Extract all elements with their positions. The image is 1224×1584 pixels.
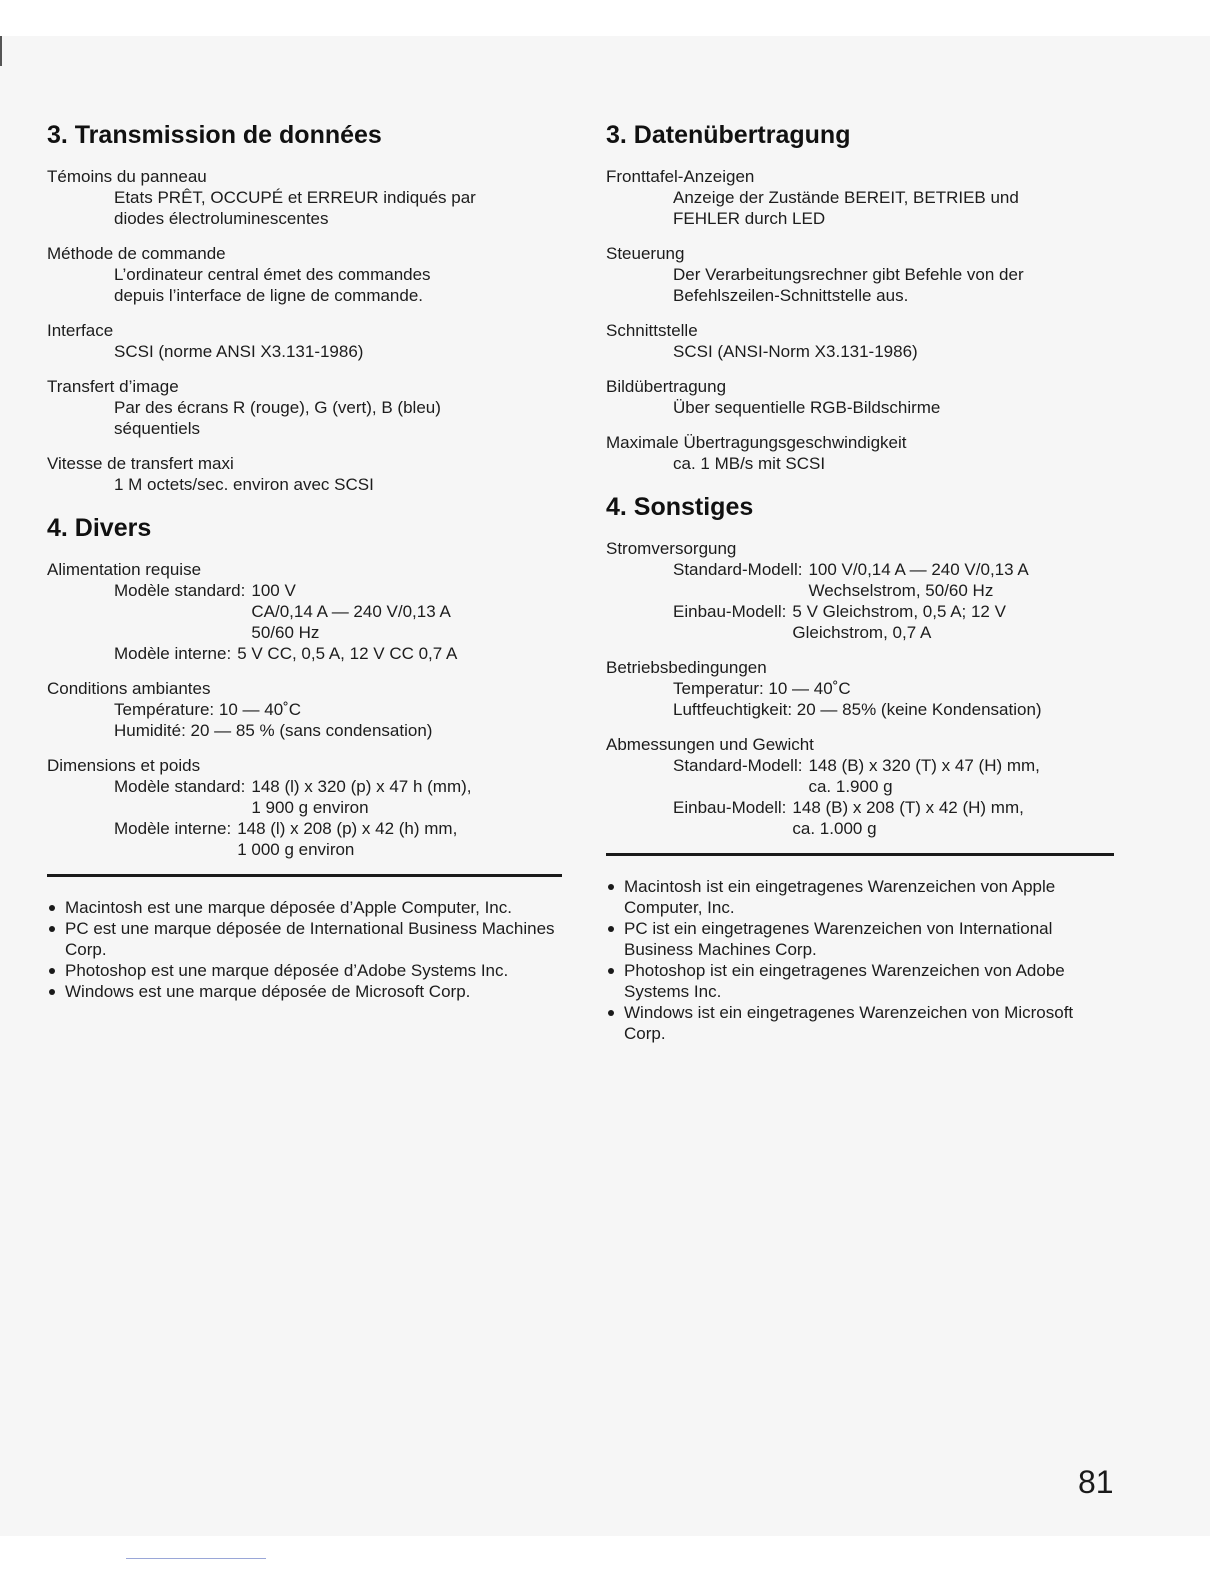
spec-row	[47, 580, 562, 643]
spec-line: 148 (B) x 208 (T) x 42 (H) mm,	[792, 798, 1024, 817]
entry-label: Conditions ambiantes	[47, 679, 211, 698]
spec-key: Modèle standard:	[114, 581, 246, 600]
french-column	[47, 120, 562, 1002]
de-entry-control	[606, 243, 1118, 306]
fr-entry-panel	[47, 166, 562, 229]
entry-value: Der Verarbeitungsrechner gibt Befehle von der	[673, 265, 1024, 284]
entry-value: Température: 10 — 40˚C	[114, 700, 302, 719]
spec-key: Standard-Modell:	[673, 560, 803, 579]
entry-label: Témoins du panneau	[47, 167, 207, 186]
de-entry-conditions	[606, 657, 1118, 720]
entry-label: Steuerung	[606, 244, 685, 263]
de-section4-title: 4. Sonstiges	[606, 493, 754, 521]
page-number: 81	[1078, 1464, 1114, 1500]
spec-row	[606, 797, 1118, 839]
spec-key: Modèle interne:	[114, 819, 232, 838]
fr-trademark-notes	[47, 897, 562, 1002]
spec-line: Wechselstrom, 50/60 Hz	[808, 581, 994, 600]
spec-key: Modèle interne:	[114, 644, 232, 663]
fr-entry-interface	[47, 320, 562, 362]
fr-section4-title: 4. Divers	[47, 514, 152, 542]
entry-value: séquentiels	[114, 419, 201, 438]
fr-entry-power	[47, 559, 562, 664]
de-entry-dimensions	[606, 734, 1118, 839]
spec-line: 5 V Gleichstrom, 0,5 A; 12 V	[792, 602, 1006, 621]
entry-value: Über sequentielle RGB-Bildschirme	[673, 398, 941, 417]
spec-value	[808, 755, 1118, 797]
entry-label: Bildübertragung	[606, 377, 727, 396]
entry-label: Stromversorgung	[606, 539, 737, 558]
entry-value: depuis l’interface de ligne de commande.	[114, 286, 424, 305]
fr-entry-speed	[47, 453, 562, 495]
spec-value	[251, 776, 562, 818]
spec-key: Standard-Modell:	[673, 756, 803, 775]
spec-line: CA/0,14 A — 240 V/0,13 A	[251, 602, 451, 621]
list-item: Macintosh ist ein eingetragenes Warenzeichen von Apple Computer, Inc.	[606, 876, 1118, 918]
list-item: Photoshop est une marque déposée d’Adobe Systems Inc.	[47, 960, 562, 981]
spec-value	[792, 797, 1118, 839]
spec-line: 100 V	[251, 581, 296, 600]
spec-line: ca. 1.000 g	[792, 819, 877, 838]
divider-rule	[606, 853, 1114, 856]
de-entry-speed	[606, 432, 1118, 474]
entry-label: Interface	[47, 321, 114, 340]
spec-line: Gleichstrom, 0,7 A	[792, 623, 932, 642]
fr-entry-control	[47, 243, 562, 306]
list-item: Windows ist ein eingetragenes Warenzeichen von Microsoft Corp.	[606, 1002, 1118, 1044]
entry-label: Vitesse de transfert maxi	[47, 454, 234, 473]
entry-value: 1 M octets/sec. environ avec SCSI	[114, 475, 374, 494]
de-entry-power	[606, 538, 1118, 643]
entry-value: SCSI (norme ANSI X3.131-1986)	[114, 342, 364, 361]
fr-entry-dimensions	[47, 755, 562, 860]
spec-key: Einbau-Modell:	[673, 602, 787, 621]
german-column	[606, 120, 1118, 1044]
spec-value	[808, 559, 1118, 601]
spec-line: 50/60 Hz	[251, 623, 320, 642]
spec-row	[606, 601, 1118, 643]
spec-key: Einbau-Modell:	[673, 798, 787, 817]
list-item: Windows est une marque déposée de Microsoft Corp.	[47, 981, 562, 1002]
entry-label: Maximale Übertragungsgeschwindigkeit	[606, 433, 907, 452]
entry-label: Alimentation requise	[47, 560, 202, 579]
entry-label: Betriebsbedingungen	[606, 658, 767, 677]
spec-row	[47, 818, 562, 860]
entry-value: Befehlszeilen-Schnittstelle aus.	[673, 286, 909, 305]
de-entry-interface	[606, 320, 1118, 362]
spec-line: 5 V CC, 0,5 A, 12 V CC 0,7 A	[237, 644, 458, 663]
divider-rule	[47, 874, 562, 877]
de-entry-image-transfer	[606, 376, 1118, 418]
spec-row	[47, 776, 562, 818]
de-section3-title: 3. Datenübertragung	[606, 121, 851, 149]
entry-value: ca. 1 MB/s mit SCSI	[673, 454, 826, 473]
fr-entry-image-transfer	[47, 376, 562, 439]
entry-value: Anzeige der Zustände BEREIT, BETRIEB und	[673, 188, 1019, 207]
entry-value: diodes électroluminescentes	[114, 209, 329, 228]
list-item: PC est une marque déposée de International Business Machines Corp.	[47, 918, 562, 960]
spec-line: 148 (l) x 320 (p) x 47 h (mm),	[251, 777, 472, 796]
entry-label: Transfert d’image	[47, 377, 179, 396]
spec-line: ca. 1.900 g	[808, 777, 893, 796]
entry-value: Luftfeuchtigkeit: 20 — 85% (keine Kondensation)	[673, 700, 1042, 719]
entry-label: Dimensions et poids	[47, 756, 201, 775]
list-item: Macintosh est une marque déposée d’Apple Computer, Inc.	[47, 897, 562, 918]
de-trademark-notes	[606, 876, 1118, 1044]
scan-edge-mark	[0, 36, 2, 66]
fr-section3-title: 3. Transmission de données	[47, 121, 382, 149]
entry-value: Humidité: 20 — 85 % (sans condensation)	[114, 721, 433, 740]
list-item: Photoshop ist ein eingetragenes Warenzeichen von Adobe Systems Inc.	[606, 960, 1118, 1002]
spec-row	[606, 755, 1118, 797]
de-entry-panel	[606, 166, 1118, 229]
spec-value	[251, 580, 562, 643]
list-item: PC ist ein eingetragenes Warenzeichen von International Business Machines Corp.	[606, 918, 1118, 960]
spec-line: 100 V/0,14 A — 240 V/0,13 A	[808, 560, 1029, 579]
entry-value: L’ordinateur central émet des commandes	[114, 265, 431, 284]
spec-key: Modèle standard:	[114, 777, 246, 796]
entry-value: Temperatur: 10 — 40˚C	[673, 679, 851, 698]
entry-value: Par des écrans R (rouge), G (vert), B (bleu)	[114, 398, 441, 417]
entry-value: FEHLER durch LED	[673, 209, 826, 228]
bottom-scan-line	[126, 1558, 266, 1559]
spec-line: 1 000 g environ	[237, 840, 355, 859]
entry-label: Schnittstelle	[606, 321, 698, 340]
spec-value	[792, 601, 1118, 643]
entry-label: Fronttafel-Anzeigen	[606, 167, 755, 186]
spec-row	[606, 559, 1118, 601]
entry-label: Méthode de commande	[47, 244, 226, 263]
spec-value	[237, 818, 562, 860]
spec-line: 148 (l) x 208 (p) x 42 (h) mm,	[237, 819, 458, 838]
spec-row	[47, 643, 562, 664]
entry-value: Etats PRÊT, OCCUPÉ et ERREUR indiqués par	[114, 188, 476, 207]
spec-line: 1 900 g environ	[251, 798, 369, 817]
fr-entry-conditions	[47, 678, 562, 741]
entry-label: Abmessungen und Gewicht	[606, 735, 814, 754]
spec-line: 148 (B) x 320 (T) x 47 (H) mm,	[808, 756, 1040, 775]
entry-value: SCSI (ANSI-Norm X3.131-1986)	[673, 342, 918, 361]
